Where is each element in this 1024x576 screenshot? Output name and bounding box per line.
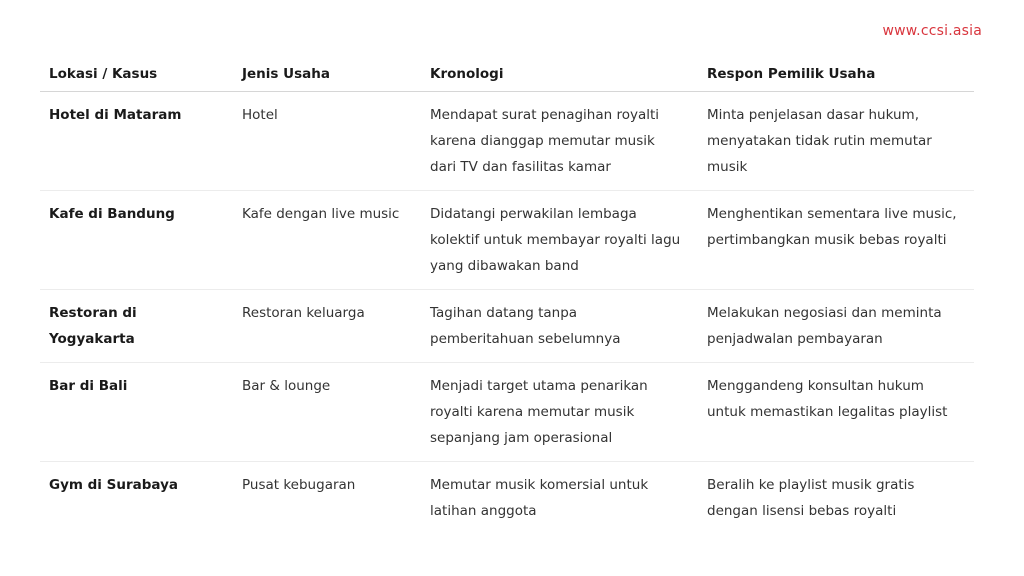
cell-lokasi: Kafe di Bandung [40,191,233,290]
header-kronologi: Kronologi [421,58,698,92]
table-row [40,363,974,462]
cell-jenis-usaha: Bar & lounge [233,363,421,462]
watermark-url: www.ccsi.asia [882,23,982,39]
cell-kronologi: Didatangi perwakilan lembaga kolektif untuk membayar royalti lagu yang dibawakan band [421,191,698,290]
table-row [40,92,974,191]
cell-respon: Beralih ke playlist musik gratis dengan lisensi bebas royalti [707,477,915,519]
cell-respon: Menghentikan sementara live music, pertimbangkan musik bebas royalti [698,191,974,290]
cell-jenis-usaha: Pusat kebugaran [242,477,356,493]
cell-kronologi: Tagihan datang tanpa pemberitahuan sebelumnya [421,290,698,363]
cell-jenis-usaha: Restoran keluarga [233,290,421,363]
table-row [40,290,974,363]
cell-jenis-usaha: Hotel [233,92,421,191]
cell-lokasi: Gym di Surabaya [49,477,179,493]
header-lokasi: Lokasi / Kasus [40,58,233,92]
cell-respon: Menggandeng konsultan hukum untuk memastikan legalitas playlist [698,363,974,462]
cell-jenis-usaha: Kafe dengan live music [233,191,421,290]
header-respon: Respon Pemilik Usaha [698,58,974,92]
cell-lokasi: Hotel di Mataram [40,92,233,191]
royalty-cases-table [40,58,974,534]
cell-kronologi: Menjadi target utama penarikan royalti karena memutar musik sepanjang jam operasional [421,363,698,462]
cell-kronologi: Mendapat surat penagihan royalti karena dianggap memutar musik dari TV dan fasilitas kamar [421,92,698,191]
cell-respon: Minta penjelasan dasar hukum, menyatakan tidak rutin memutar musik [698,92,974,191]
table-row [40,462,974,535]
cell-kronologi: Memutar musik komersial untuk latihan anggota [430,477,649,519]
cell-lokasi: Restoran di Yogyakarta [40,290,233,363]
cell-respon: Melakukan negosiasi dan meminta penjadwalan pembayaran [698,290,974,363]
cell-lokasi: Bar di Bali [40,363,233,462]
table-header-row [40,58,974,92]
header-jenis-usaha: Jenis Usaha [233,58,421,92]
table-row [40,191,974,290]
